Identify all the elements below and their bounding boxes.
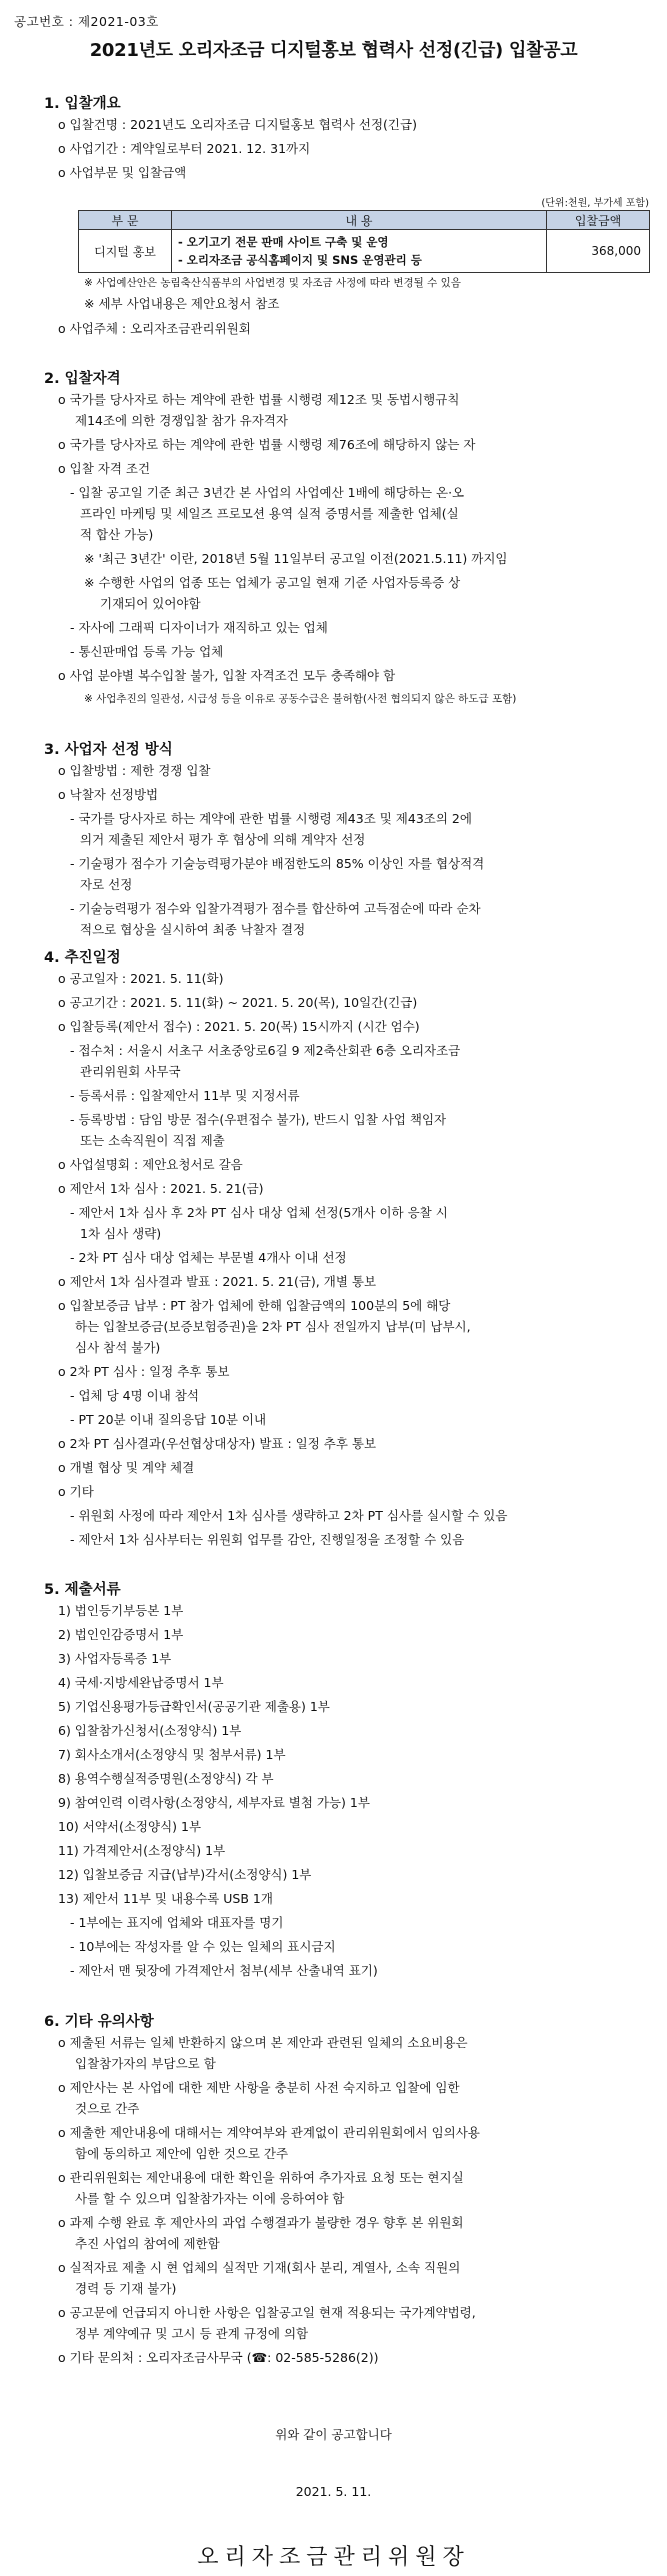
section-4-heading: 4. 추진일정 [44,950,121,966]
caution-4-cont: 사를 할 수 있으며 입찰참가자는 이에 응하여야 함 [75,2191,345,2206]
schedule-etc: o 기타 [58,1484,94,1499]
condition-1-cont: 적 합산 가능) [80,527,154,542]
selection-method: o 낙찰자 선정방법 [58,787,159,802]
selection-rule-1: - 국가를 당사자로 하는 계약에 관한 법률 시행령 제43조 및 제43조의 2에 [70,811,472,826]
schedule-deposit: o 입찰보증금 납부 : PT 참가 업체에 한해 입찰금액의 100분의 5에 해당 [58,1298,451,1313]
caution-6: o 실적자료 제출 시 현 업체의 실적만 기재(회사 분리, 계열사, 소속 직원의 [58,2260,461,2275]
condition-note-2: ※ 수행한 사업의 업종 또는 업체가 공고일 현재 기준 사업자등록증 상 [84,575,461,590]
first-review-detail-1: - 제안서 1차 심사 후 2차 PT 심사 대상 업체 선정(5개사 이하 응찰 시 [70,1205,448,1220]
schedule-deposit-cont: 하는 입찰보증금(보증보험증권)을 2차 PT 심사 전일까지 납부(미 납부시, [75,1319,471,1334]
section-3-heading: 3. 사업자 선정 방식 [44,742,173,758]
budget-item: - 오리자조금 공식홈페이지 및 SNS 운영관리 등 [178,253,422,267]
notice-number: 공고번호 : 제2021-03호 [14,14,159,29]
notice-date: 2021. 5. 11. [295,2484,372,2499]
list-item: 3) 사업자등록증 1부 [58,1651,172,1666]
registration-method-cont: 또는 소속직원이 직접 제출 [80,1133,225,1148]
header-category: 부 문 [79,211,172,230]
section-1-heading: 1. 입찰개요 [44,96,121,112]
bid-method: o 입찰방법 : 제한 경쟁 입찰 [58,763,211,778]
list-item: 6) 입찰참가신청서(소정양식) 1부 [58,1723,242,1738]
list-item: 1) 법인등기부등본 1부 [58,1603,184,1618]
proposal-rule-2: - 10부에는 작성자를 알 수 있는 일체의 표시금지 [70,1939,336,1954]
bid-name: o 입찰건명 : 2021년도 오리자조금 디지털홍보 협력사 선정(긴급) [58,117,417,132]
budget-item: - 오기고기 전문 판매 사이트 구축 및 운영 [178,235,389,249]
list-item: 11) 가격제안서(소정양식) 1부 [58,1843,226,1858]
schedule-briefing: o 사업설명회 : 제안요청서로 갈음 [58,1157,243,1172]
table-row [79,230,650,273]
schedule-first-result: o 제안서 1차 심사결과 발표 : 2021. 5. 21(금), 개별 통보 [58,1274,377,1289]
selection-rule-2-cont: 자로 선정 [80,877,133,892]
registration-place-cont: 관리위원회 사무국 [80,1064,181,1079]
qualification-4: o 사업 분야별 복수입찰 불가, 입찰 자격조건 모두 충족해야 함 [58,668,396,683]
condition-1: - 입찰 공고일 기준 최근 3년간 본 사업의 사업예산 1배에 해당하는 온·오 [70,485,465,500]
list-item: 8) 용역수행실적증명원(소정양식) 각 부 [58,1771,274,1786]
condition-3: - 통신판매업 등록 가능 업체 [70,644,224,659]
budget-intro: o 사업부문 및 입찰금액 [58,165,187,180]
selection-rule-3: - 기술능력평가 점수와 입찰가격평가 점수를 합산하여 고득점순에 따라 순차 [70,901,481,916]
schedule-contract: o 개별 협상 및 계약 체결 [58,1460,195,1475]
qualification-1: o 국가를 당사자로 하는 계약에 관한 법률 시행령 제12조 및 동법시행규칙 [58,392,460,407]
section-2-heading: 2. 입찰자격 [44,371,121,387]
schedule-announce-period: o 공고기간 : 2021. 5. 11(화) ~ 2021. 5. 20(목), 10일간(긴급) [58,995,418,1010]
caution-5: o 과제 수행 완료 후 제안사의 과업 수행결과가 불량한 경우 향후 본 위원회 [58,2215,464,2230]
budget-note-2: ※ 세부 사업내용은 제안요청서 참조 [84,296,280,311]
condition-2: - 자사에 그래픽 디자이너가 재직하고 있는 업체 [70,620,328,635]
caution-1: o 제출된 서류는 일체 반환하지 않으며 본 제안과 관련된 일체의 소요비용은 [58,2035,468,2050]
caution-3-cont: 함에 동의하고 제안에 임한 것으로 간주 [75,2146,289,2161]
list-item: 13) 제안서 11부 및 내용수록 USB 1개 [58,1891,273,1906]
budget-amount: 368,000 [547,230,650,273]
notice-title: 2021년도 오리자조금 디지털홍보 협력사 선정(긴급) 입찰공고 [89,40,578,61]
qualification-3: o 입찰 자격 조건 [58,461,151,476]
caution-7-cont: 정부 계약예규 및 고시 등 관계 규정에 의함 [75,2326,309,2341]
schedule-pt-review: o 2차 PT 심사 : 일정 추후 통보 [58,1364,230,1379]
registration-method: - 등록방법 : 담임 방문 접수(우편접수 불가), 반드시 입찰 사업 책임자 [70,1112,447,1127]
etc-detail-1: - 위원회 사정에 따라 제안서 1차 심사를 생략하고 2차 PT 심사를 실시할 수 있음 [70,1508,508,1523]
proposal-rule-3: - 제안서 맨 뒷장에 가격제안서 첨부(세부 산출내역 표기) [70,1963,378,1978]
list-item: 5) 기업신용평가등급확인서(공공기관 제출용) 1부 [58,1699,330,1714]
list-item: 12) 입찰보증금 지급(납부)각서(소정양식) 1부 [58,1867,312,1882]
caution-2-cont: 것으로 간주 [75,2101,140,2116]
list-item: 2) 법인인감증명서 1부 [58,1627,184,1642]
condition-1-cont: 프라인 마케팅 및 세일즈 프로모션 용역 실적 증명서를 제출한 업체(실 [80,506,459,521]
condition-note-1: ※ '최근 3년간' 이란, 2018년 5월 11일부터 공고일 이전(2021.5.11) 까지임 [84,551,508,566]
list-item: 10) 서약서(소정양식) 1부 [58,1819,202,1834]
budget-items [172,230,547,273]
budget-unit-note: (단위:천원, 부가세 포함) [541,198,649,209]
caution-2: o 제안사는 본 사업에 대한 제반 사항을 충분히 사전 숙지하고 입찰에 임한 [58,2080,460,2095]
budget-note-1: ※ 사업예산안은 농림축산식품부의 사업변경 및 자조금 사정에 따라 변경될 수 있음 [84,277,461,289]
registration-place: - 접수처 : 서울시 서초구 서초중앙로6길 9 제2축산회관 6층 오리자조금 [70,1043,461,1058]
qualification-1-cont: 제14조에 의한 경쟁입찰 참가 유자격자 [75,413,288,428]
project-period: o 사업기간 : 계약일로부터 2021. 12. 31까지 [58,141,311,156]
schedule-first-review: o 제안서 1차 심사 : 2021. 5. 21(금) [58,1181,264,1196]
caution-3: o 제출한 제안내용에 대해서는 계약여부와 관계없이 관리위원회에서 임의사용 [58,2125,480,2140]
caution-5-cont: 추진 사업의 참여에 제한함 [75,2236,220,2251]
schedule-registration: o 입찰등록(제안서 접수) : 2021. 5. 20(목) 15시까지 (시간 엄수) [58,1019,420,1034]
selection-rule-3-cont: 적으로 협상을 실시하여 최종 낙찰자 결정 [80,922,306,937]
etc-detail-2: - 제안서 1차 심사부터는 위원회 업무를 감안, 진행일정을 조정할 수 있음 [70,1532,465,1547]
closing-text: 위와 같이 공고합니다 [275,2427,392,2442]
header-content: 내 용 [172,211,547,230]
first-review-detail-2: - 2차 PT 심사 대상 업체는 부문별 4개사 이내 선정 [70,1250,347,1265]
pt-detail-2: - PT 20분 이내 질의응답 10분 이내 [70,1412,267,1427]
schedule-deposit-cont: 심사 참석 불가) [75,1340,161,1355]
selection-rule-1-cont: 의거 제출된 제안서 평가 후 협상에 의해 계약자 선정 [80,832,366,847]
registration-docs: - 등록서류 : 입찰제안서 11부 및 지정서류 [70,1088,300,1103]
section-5-heading: 5. 제출서류 [44,1582,121,1598]
contact-info: o 기타 문의처 : 오리자조금사무국 (☎: 02-585-5286(2)) [58,2350,379,2365]
budget-table [78,210,650,273]
pt-detail-1: - 업체 당 4명 이내 참석 [70,1388,199,1403]
schedule-announce-date: o 공고일자 : 2021. 5. 11(화) [58,971,224,986]
proposal-rule-1: - 1부에는 표지에 업체와 대표자를 명기 [70,1915,284,1930]
caution-4: o 관리위원회는 제안내용에 대한 확인을 위하여 추가자료 요청 또는 현지실 [58,2170,464,2185]
schedule-pt-result: o 2차 PT 심사결과(우선협상대상자) 발표 : 일정 추후 통보 [58,1436,377,1451]
section-6-heading: 6. 기타 유의사항 [44,2014,154,2030]
qualification-2: o 국가를 당사자로 하는 계약에 관한 법률 시행령 제76조에 해당하지 않는 자 [58,437,476,452]
header-amount: 입찰금액 [547,211,650,230]
list-item: 4) 국세·지방세완납증명서 1부 [58,1675,224,1690]
selection-rule-2: - 기술평가 점수가 기술능력평가분야 배점한도의 85% 이상인 자를 협상적격 [70,856,485,871]
list-item: 9) 참여인력 이력사항(소정양식, 세부자료 별첨 가능) 1부 [58,1795,370,1810]
signature: 오리자조금관리위원장 [197,2545,470,2570]
list-item: 7) 회사소개서(소정양식 및 첨부서류) 1부 [58,1747,286,1762]
budget-table-header [79,211,650,230]
budget-category: 디지털 홍보 [79,230,172,273]
caution-1-cont: 입찰참가자의 부담으로 함 [75,2056,216,2071]
caution-6-cont: 경력 등 기재 불가) [75,2281,177,2296]
project-owner: o 사업주체 : 오리자조금관리위원회 [58,321,251,336]
consortium-note: ※ 사업추진의 일관성, 시급성 등을 이유로 공동수급은 불허함(사전 협의되지 않은 하도급 포함) [84,693,517,705]
condition-note-2-cont: 기재되어 있어야함 [100,596,201,611]
caution-7: o 공고문에 언급되지 아니한 사항은 입찰공고일 현재 적용되는 국가계약법령, [58,2305,476,2320]
first-review-detail-1-cont: 1차 심사 생략) [80,1226,162,1241]
